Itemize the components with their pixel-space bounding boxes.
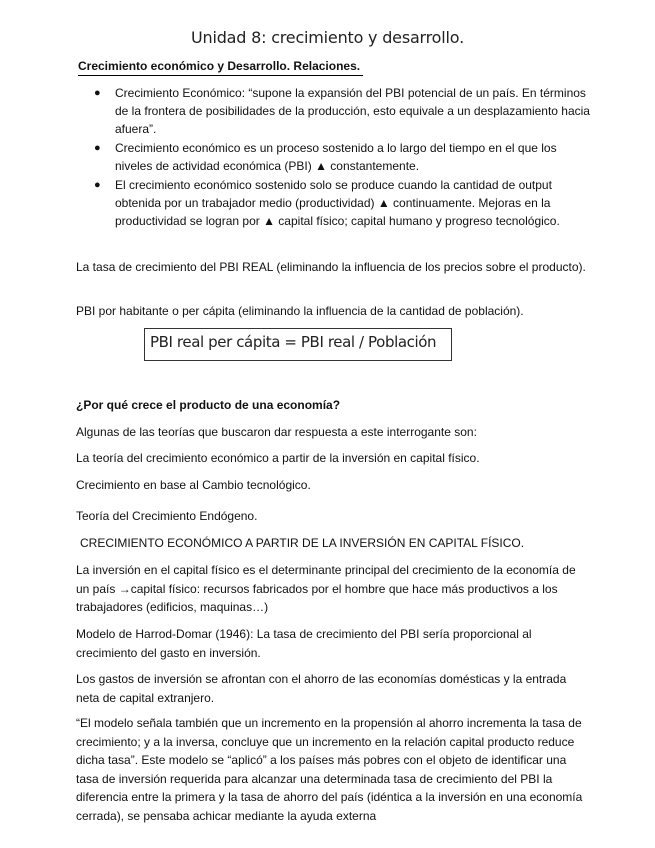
bullet-marker: ● [94, 179, 101, 191]
theories-intro: Algunas de las teorías que buscaron dar respuesta a este interrogante son: [76, 425, 477, 439]
bullet-item: Crecimiento Económico: “supone la expansión del PBI potencial de un país. En términos de la frontera de posibilidades de la producción, esto equivale a un desplazamiento hacia afuera”. [115, 86, 590, 136]
formula-box: PBI real per cápita = PBI real / Población [144, 328, 452, 361]
real-growth-text: La tasa de crecimiento del PBI REAL (eliminando la influencia de los precios sobre el producto). [76, 260, 586, 274]
bullet-item: Crecimiento económico es un proceso sostenido a lo largo del tiempo en el que los niveles de actividad económica (PBI) ▲ constantemente. [115, 141, 557, 173]
per-capita-text: PBI por habitante o per cápita (eliminando la influencia de la cantidad de población). [76, 304, 524, 318]
paragraph: “El modelo señala también que un incremento en la propensión al ahorro incrementa la tasa de crecimiento; y a la inversa, concluye que un incremento en la relación capital producto reduce dicha tasa”. Este modelo se “aplicó” a los países más pobres con el objeto de identificar una tasa de inversión requerida para alcanzar una determinada tasa de crecimiento del PBI la diferencia entre la primera y la tasa de ahorro del país (idéntica a la inversión en una economía cerrada), se pensaba achicar mediante la ayuda externa [76, 716, 583, 823]
paragraph: Los gastos de inversión se afrontan con el ahorro de las economías domésticas y la entrada neta de capital extranjero. [76, 672, 567, 705]
bullet-item: El crecimiento económico sostenido solo se produce cuando la cantidad de output obtenida por un trabajador medio (productividad) ▲ continuamente. Mejoras en la productividad se logran por ▲ capital físico; capital humano y progreso tecnológico. [115, 178, 560, 228]
theory-item: La teoría del crecimiento económico a partir de la inversión en capital físico. [76, 451, 480, 465]
question-heading: ¿Por qué crece el producto de una economía? [76, 398, 341, 412]
theory-item: Teoría del Crecimiento Endógeno. [76, 509, 258, 523]
bullet-marker: ● [94, 142, 101, 154]
section-heading: CRECIMIENTO ECONÓMICO A PARTIR DE LA INVERSIÓN EN CAPITAL FÍSICO. [80, 536, 525, 550]
paragraph: Modelo de Harrod-Domar (1946): La tasa de crecimiento del PBI sería proporcional al crecimiento del gasto en inversión. [76, 627, 532, 660]
bullet-marker: ● [94, 87, 101, 99]
paragraph: La inversión en el capital físico es el determinante principal del crecimiento de la economía de un país →capital físico: recursos fabricados por el hombre que hace más productivos a los trabajadores (edificios, maquinas…) [76, 563, 576, 614]
page-title: Unidad 8: crecimiento y desarrollo. [191, 28, 464, 47]
theory-item: Crecimiento en base al Cambio tecnológico. [76, 478, 311, 492]
section-subheading: Crecimiento económico y Desarrollo. Relaciones. [78, 58, 363, 76]
